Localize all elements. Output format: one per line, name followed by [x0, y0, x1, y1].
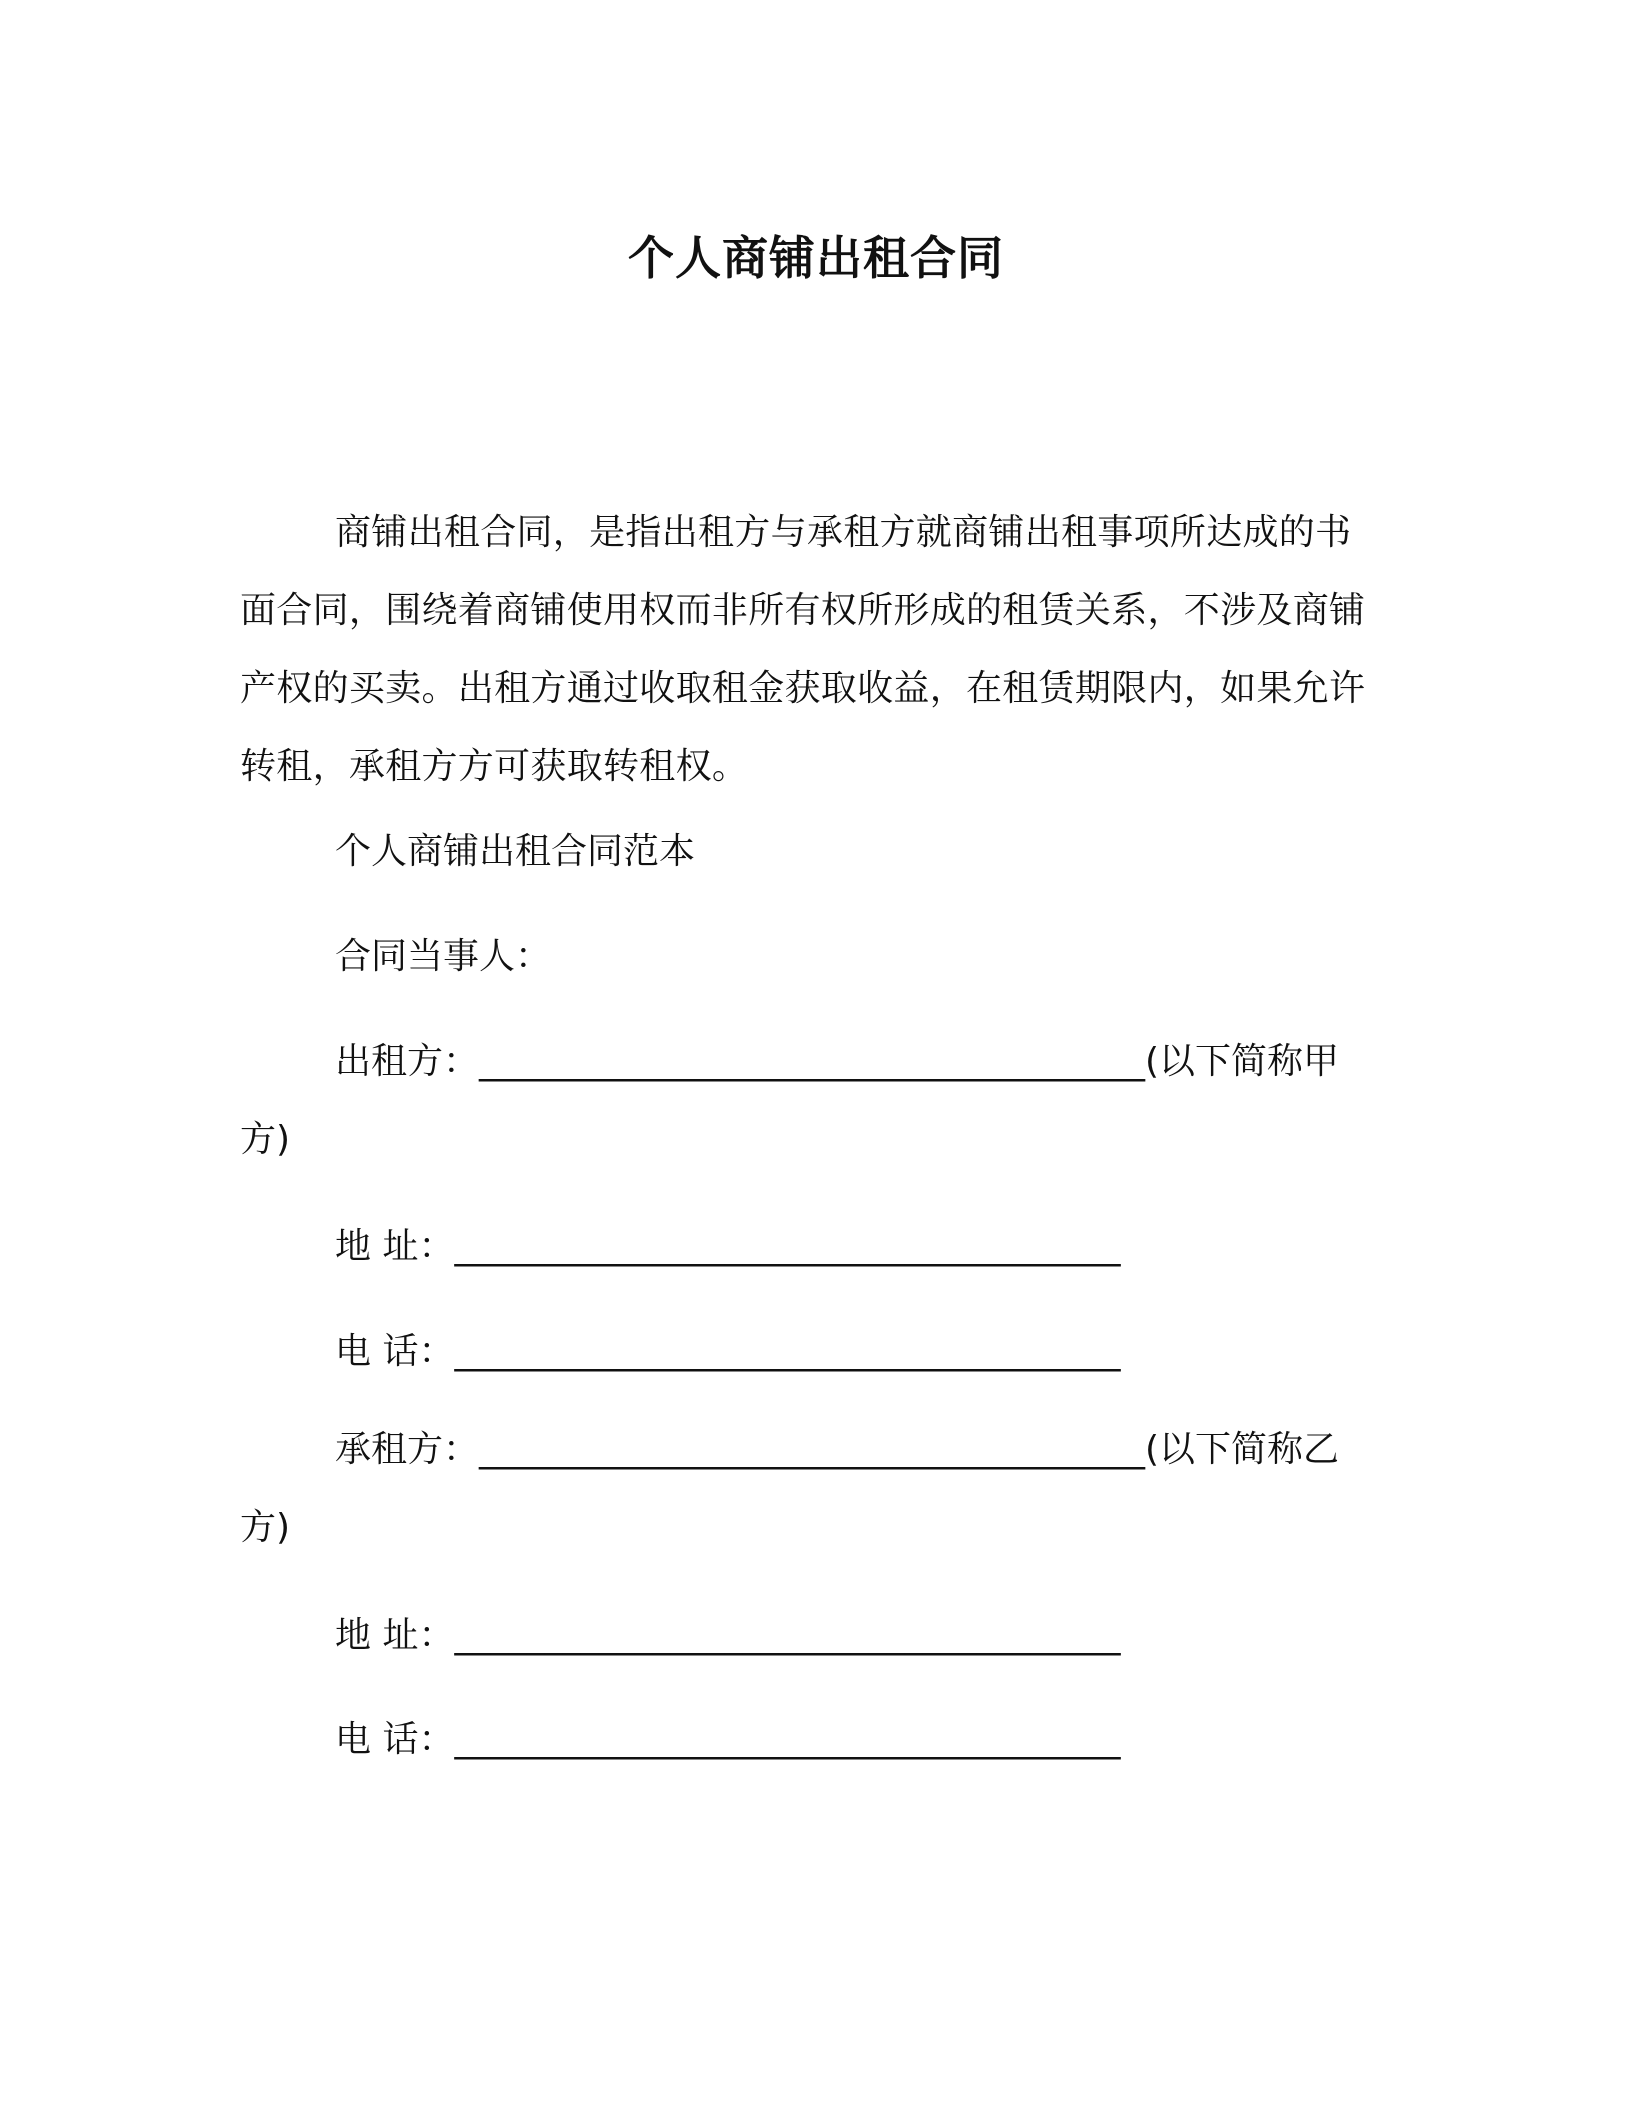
sample-heading: 个人商铺出租合同范本 — [335, 831, 696, 872]
lessor-line: 出租方：_____________________________________(以下简称甲 — [335, 1041, 1340, 1082]
lessee-line-continued: 方) — [240, 1507, 291, 1548]
lessee-line: 承租方：_____________________________________(以下简称乙 — [335, 1429, 1340, 1470]
lessor-phone-line: 电 话：_____________________________________ — [335, 1331, 1121, 1372]
lessor-line-continued: 方) — [240, 1119, 291, 1160]
document-title: 个人商铺出租合同 — [628, 231, 1004, 285]
lessee-address-line: 地 址：_____________________________________ — [335, 1615, 1121, 1656]
intro-paragraph: 商铺出租合同，是指出租方与承租方就商铺出租事项所达成的书面合同，围绕着商铺使用权而非所有权所形成的租赁关系，不涉及商铺产权的买卖。出租方通过收取租金获取收益，在租赁期限内，如果允许转租，承租方方可获取转租权。 — [240, 512, 1366, 787]
parties-heading: 合同当事人： — [335, 936, 552, 977]
lessee-phone-line: 电 话：_____________________________________ — [335, 1719, 1121, 1760]
lessor-address-line: 地 址：_____________________________________ — [335, 1226, 1121, 1267]
